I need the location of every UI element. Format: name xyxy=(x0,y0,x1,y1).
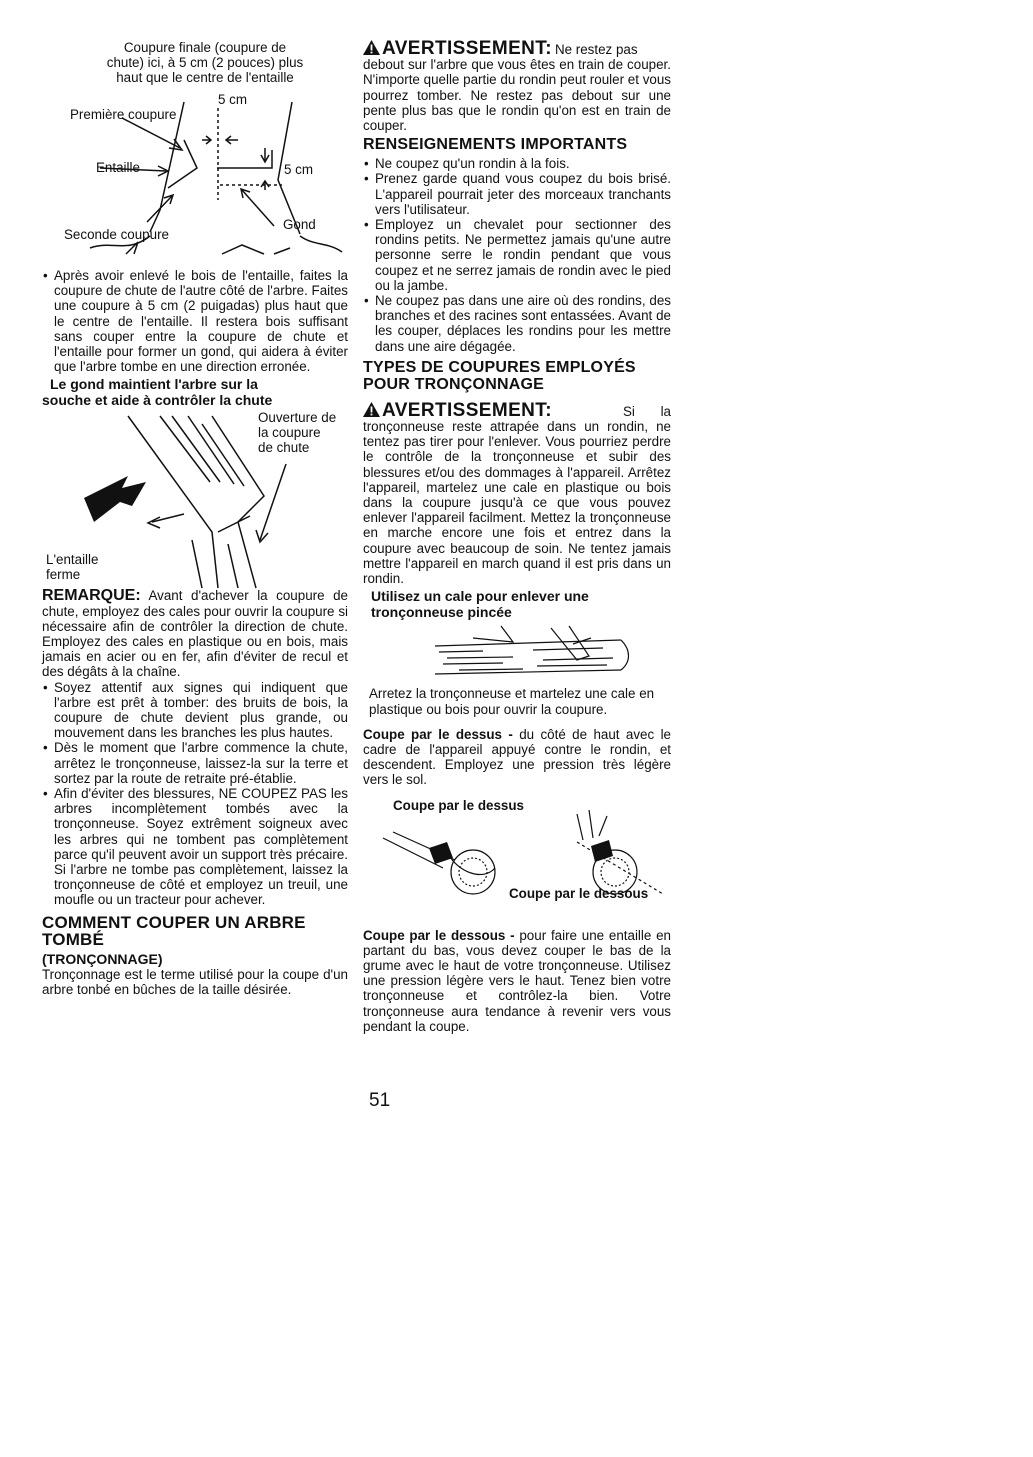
label-hinge: Gond xyxy=(283,217,316,232)
warning-standing: AVERTISSEMENT: Ne restez pas xyxy=(363,39,671,57)
fall-direction-arrow xyxy=(84,476,146,522)
label-first-cut: Première coupure xyxy=(70,107,177,122)
felling-notch-figure xyxy=(42,40,348,268)
warning-standing-text: debout sur l'arbre que vous êtes en train de couper. N'importe quelle partie du rondin peut rouler et vous pourrez tomber. Ne restez pas debout sur une pente plus bas que le rondin qu'on est en train de couper. xyxy=(363,57,671,134)
label-5cm-top: 5 cm xyxy=(218,92,248,107)
felling-signs-list xyxy=(42,680,348,908)
label-undercut: Coupe par le dessous xyxy=(509,885,649,901)
list-item: • Après avoir enlevé le bois de l'entaille, faites la coupure de chute de l'autre côté de l'arbre. Faites une coupure à 5 cm (2 puigadas) plus haut que le centre de l'entaille. Il restera bois suffisant sans couper entre la coupure de chute et l'entaille pour former un gond, qui aidera à éviter que l'arbre tombe en une direction erronée. xyxy=(42,268,348,374)
important-info-list xyxy=(363,156,671,354)
remark-paragraph: REMARQUE: Avant d'achever la coupure de chute, employez des cales pour ouvrir la coupure si nécessaire afin de contrôler la direction de chute. Employez des cales en plastique ou en bois, mais jamais en acier ou en fer, afin d'éviter de recul et des dégâts à la chaîne. xyxy=(42,587,348,680)
wedge-caption: Arretez la tronçonneuse et martelez une cale en plastique ou bois pour ouvrir la coupure. xyxy=(369,686,655,717)
label-second-cut: Seconde coupure xyxy=(64,227,169,242)
list-item: • Ne coupez pas dans une aire où des rondins, des branches et des racines sont entassées. Avant de les couper, déplaces les rondins pour les mettre dans une aire dégagée. xyxy=(363,293,671,354)
warning-icon xyxy=(363,402,380,417)
list-item: • Afin d'éviter des blessures, NE COUPEZ PAS les arbres incomplètement tombés avec la tronçonneuse. Soyez extrêment soigneux avec les arbres qui ne tombent pas complètement parce qu'il peuvent avoir un support très précaire. Si l'arbre ne tombe pas complètement, laissez la tronçonneuse de côté et employez un treuil, une moufle ou un tracteur pour achever. xyxy=(42,786,348,908)
hinge-heading: Le gond maintient l'arbre sur la souche et aide à contrôler la chute xyxy=(42,376,273,409)
left-column xyxy=(42,40,348,997)
important-info-heading: RENSEIGNEMENTS IMPORTANTS xyxy=(363,136,628,154)
hinge-figure xyxy=(42,412,348,590)
log-wedge-diagram xyxy=(363,620,671,684)
warning-pinched-text: tronçonneuse reste attrapée dans un rondin, ne tentez pas tirer pour l'enlever. Vous pourriez perdre le contrôle de la tronçonneuse et subir des blessures et/ou des dommages à l'appareil. Arrêtez l'appareil, martelez une cale en plastique ou bois dans la coupure jusqu'à ce que vous pouvez enlever l'appareil facilment. Mettez la tronçonneuse en marche encore une fois et entrez dans la coupure avec beaucoup de soin. Ne tentez jamais mettre l'appareil en march quand il est pris dans un rondin. xyxy=(363,419,671,587)
page-number: 51 xyxy=(369,1090,391,1111)
overcut-undercut-figure xyxy=(363,797,671,918)
final-cut-caption: Coupure finale (coupure de chute) ici, à 5 cm (2 pouces) plus haut que le centre de l'entaille xyxy=(106,40,304,85)
list-item: • Employez un chevalet pour sectionner des rondins petits. Ne permettez jamais qu'une autre personne serre le rondin pendant que vous coupez et ne serrez jamais de rondin avec le pied ou la jambe. xyxy=(363,217,671,293)
bucking-subheading: (TRONÇONNAGE) xyxy=(42,950,163,967)
wedge-heading: Utilisez un cale pour enlever une tronçonneuse pincée xyxy=(371,588,589,621)
bucking-heading: COMMENT COUPER UN ARBRE TOMBÉ xyxy=(42,912,306,949)
label-overcut: Coupe par le dessus xyxy=(393,797,524,813)
list-item: • Soyez attentif aux signes qui indiquent que l'arbre est prêt à tomber: des bruits de bois, la coupure de chute devient plus grande, ou mouvement dans les branches les plus hautes. xyxy=(42,680,348,741)
list-item: • Dès le moment que l'arbre commence la chute, arrêtez le tronçonneuse, laissez-la sur la terre et sortez par la route de retraite pré-établie. xyxy=(42,740,348,786)
label-5cm-right: 5 cm xyxy=(284,162,314,177)
label-notch: Entaille xyxy=(96,160,140,175)
label-felling-cut-opening: Ouverture de la coupure de chute xyxy=(258,410,337,456)
label-notch-closes: L'entaille ferme xyxy=(46,552,99,583)
list-item: • Ne coupez qu'un rondin à la fois. xyxy=(363,156,671,171)
wedge-figure xyxy=(363,620,671,684)
after-notch-list xyxy=(42,268,348,374)
cut-types-heading: TYPES DE COUPURES EMPLOYÉS POUR TRONÇONNAGE xyxy=(363,358,636,393)
warning-pinched: AVERTISSEMENT: Si la xyxy=(363,401,671,419)
list-item: • Prenez garde quand vous coupez du bois brisé. L'appareil pourrait jeter des morceaux tranchants vers l'utilisateur. xyxy=(363,171,671,217)
bucking-paragraph: Tronçonnage est le terme utilisé pour la coupe d'un arbre tonbé en bûches de la taille désirée. xyxy=(42,966,348,997)
warning-icon xyxy=(363,40,380,55)
right-column xyxy=(363,39,671,1034)
overcut-paragraph: Coupe par le dessus - du côté de haut avec le cadre de l'appareil appuyé contre le rondin, et descendent. Employez une pression très légère vers le sol. xyxy=(363,726,671,788)
undercut-paragraph: Coupe par le dessous - pour faire une entaille en partant du bas, vous devez couper le bas de la grume avec le haut de votre tronçonneuse. Utilisez une pression légère vers le haut. Tenez bien votre tronçonneuse et contrôlez-la bien. Votre tronçonneuse aura tendance à revenir vers vous pendant la coupe. xyxy=(363,927,671,1034)
